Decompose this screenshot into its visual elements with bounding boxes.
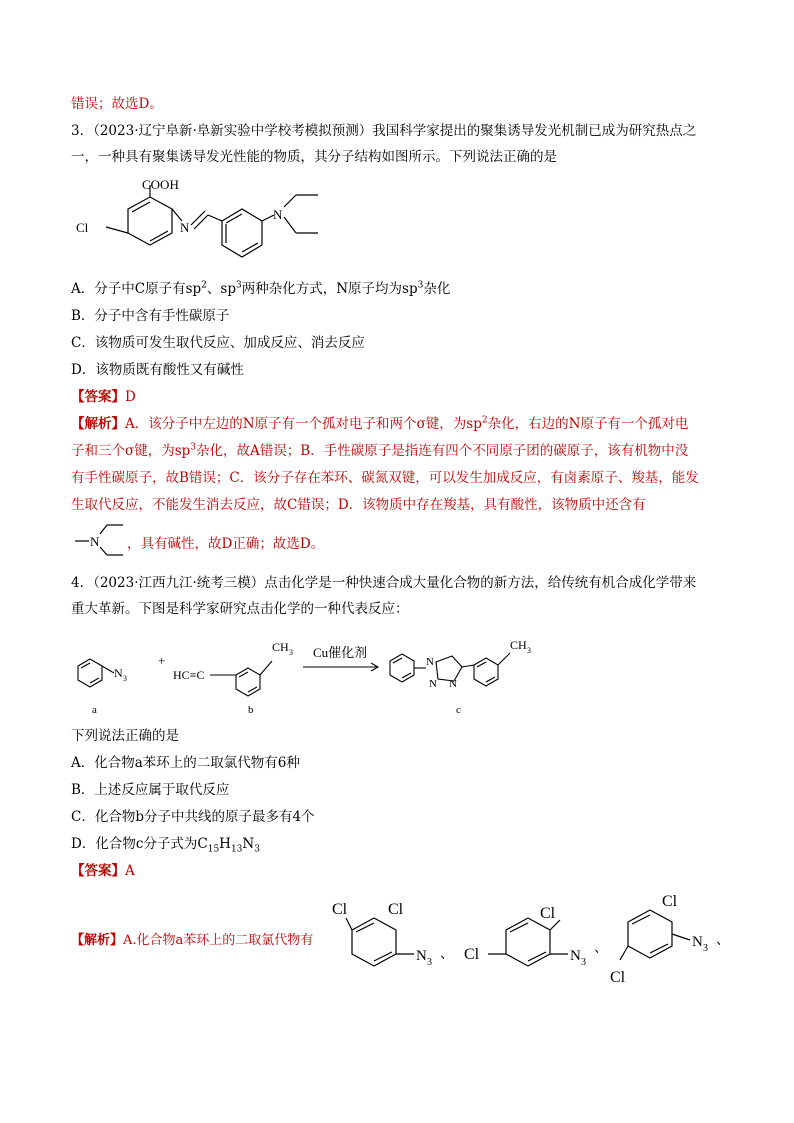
previous-answer-tail: 错误；故选D。 bbox=[71, 96, 163, 112]
q3-explanation-line3: 有手性碳原子，故B错误；C．该分子存在苯环、碳氮双键，可以发生加成反应，有卤素原子、羧基，能发 bbox=[71, 470, 699, 486]
q4-explanation-line1: 【解析】A.化合物a苯环上的二取氯代物有 bbox=[71, 933, 314, 948]
svg-text:、: 、 bbox=[440, 947, 454, 962]
svg-text:3: 3 bbox=[289, 648, 293, 657]
q3-explanation-line2: 子和三个σ键，为$sp^3$杂化，故A错误；B．手性碳原子是指连有四个不同原子团的碳原子，该有机物中没 bbox=[71, 442, 689, 459]
svg-text:3: 3 bbox=[581, 957, 586, 968]
q4-option-d: D．化合物c分子式为$C_{15}H_{13}N_3$ bbox=[71, 836, 260, 855]
svg-text:Cl: Cl bbox=[388, 901, 404, 918]
svg-text:、: 、 bbox=[716, 933, 730, 948]
q3-option-b: B．分子中含有手性碳原子 bbox=[71, 308, 230, 324]
imine-n-label: N bbox=[180, 220, 190, 235]
q4-option-b: B．上述反应属于取代反应 bbox=[71, 782, 230, 798]
q4-reaction-scheme bbox=[70, 625, 590, 720]
diethylamino-fragment bbox=[73, 522, 127, 558]
q4-stem-line2: 重大革新。下图是科学家研究点击化学的一种代表反应： bbox=[71, 601, 409, 617]
q4-answer: 【答案】A bbox=[71, 863, 135, 879]
svg-text:Cu催化剂: Cu催化剂 bbox=[313, 645, 368, 660]
svg-text:N: N bbox=[416, 948, 427, 964]
svg-text:HC≡C: HC≡C bbox=[173, 668, 205, 682]
q3-option-d: D．该物质既有酸性又有碱性 bbox=[71, 362, 244, 378]
q3-option-a: A．分子中C原子有$sp^2$、$sp^3$两种杂化方式，N原子均为$sp^3$杂化 bbox=[71, 280, 451, 297]
svg-text:N: N bbox=[114, 666, 123, 680]
q3-stem-line2: 一，一种具有聚集诱导发光性能的物质，其分子结构如图所示。下列说法正确的是 bbox=[71, 149, 557, 165]
svg-text:Cl: Cl bbox=[464, 946, 480, 963]
svg-text:N: N bbox=[429, 678, 437, 690]
svg-text:、: 、 bbox=[594, 941, 608, 956]
svg-text:CH: CH bbox=[272, 640, 289, 654]
q3-explanation-line4: 生取代反应，不能发生消去反应，故C错误；D．该物质中存在羧基，具有酸性，该物质中还含有 bbox=[71, 497, 646, 513]
svg-text:Cl: Cl bbox=[540, 905, 556, 922]
svg-text:N: N bbox=[90, 534, 100, 549]
svg-text:3: 3 bbox=[123, 674, 127, 683]
svg-text:CH: CH bbox=[510, 638, 527, 652]
q3-stem-line1: 3．（2023·辽宁阜新·阜新实验中学校考模拟预测）我国科学家提出的聚集诱导发光机制已成为研究热点之 bbox=[71, 123, 697, 139]
svg-text:3: 3 bbox=[427, 957, 432, 968]
svg-text:3: 3 bbox=[703, 943, 708, 954]
svg-text:Cl: Cl bbox=[332, 901, 348, 918]
svg-text:N: N bbox=[426, 656, 434, 668]
svg-text:N: N bbox=[449, 678, 457, 690]
q3-molecule-structure bbox=[70, 175, 330, 275]
q3-explanation-line5: ，具有碱性，故D正确；故选D。 bbox=[127, 536, 325, 552]
svg-text:N: N bbox=[692, 934, 703, 950]
q4-stem-line3: 下列说法正确的是 bbox=[71, 728, 179, 744]
label-b: b bbox=[248, 704, 254, 716]
cl-label: Cl bbox=[76, 220, 89, 235]
dichloro-isomers bbox=[328, 892, 738, 992]
svg-text:N: N bbox=[570, 948, 581, 964]
label-a: a bbox=[92, 704, 97, 716]
q3-explanation-line1: 【解析】A．该分子中左边的N原子有一个孤对电子和两个σ键，为$sp^2$杂化，右边的N原子有一个孤对电 bbox=[71, 415, 689, 432]
svg-text:3: 3 bbox=[527, 646, 531, 655]
q3-answer: 【答案】D bbox=[71, 389, 136, 405]
q3-option-c: C．该物质可发生取代反应、加成反应、消去反应 bbox=[71, 335, 365, 351]
q4-option-a: A．化合物a苯环上的二取氯代物有6种 bbox=[71, 755, 300, 771]
svg-text:Cl: Cl bbox=[662, 893, 678, 910]
amine-n-label: N bbox=[273, 207, 283, 222]
label-c: c bbox=[456, 704, 461, 716]
q4-option-c: C．化合物b分子中共线的原子最多有4个 bbox=[71, 809, 315, 825]
svg-text:Cl: Cl bbox=[610, 969, 626, 986]
svg-text:+: + bbox=[158, 653, 166, 668]
q4-stem-line1: 4．（2023·江西九江·统考三模）点击化学是一种快速合成大量化合物的新方法，给传统有机合成化学带来 bbox=[71, 575, 697, 591]
cooh-label: COOH bbox=[142, 177, 179, 192]
